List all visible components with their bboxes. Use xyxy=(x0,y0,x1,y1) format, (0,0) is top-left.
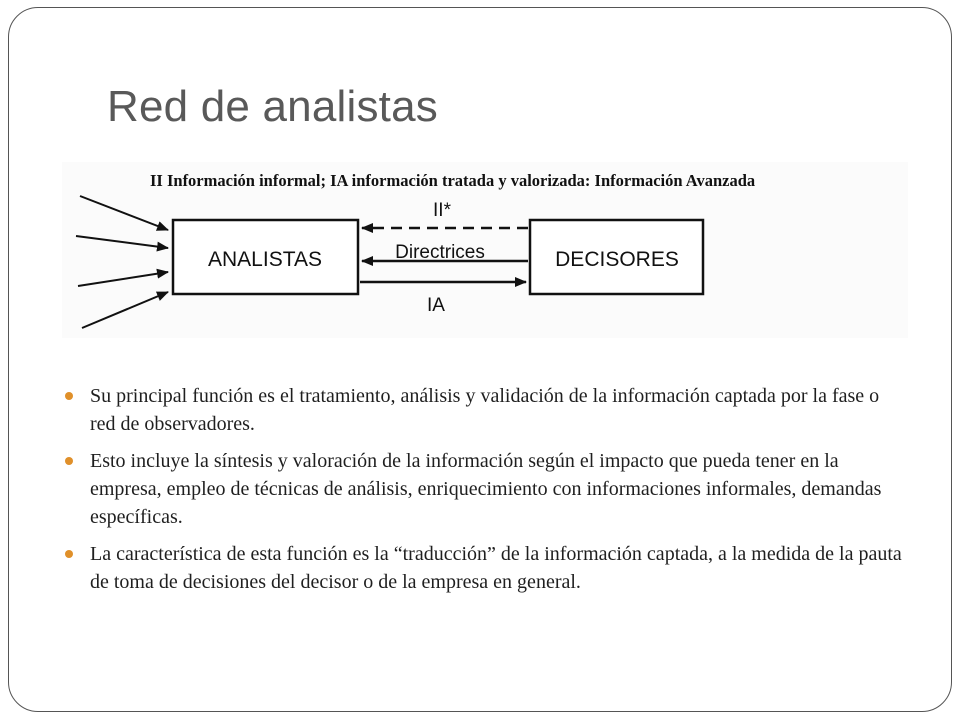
directrices-label: Directrices xyxy=(395,242,485,263)
diagram-caption: II Información informal; IA información tratada y valorizada: Información Avanzada xyxy=(150,171,756,190)
decisores-label: DECISORES xyxy=(555,248,679,271)
diagram xyxy=(62,162,908,338)
analistas-label: ANALISTAS xyxy=(208,248,322,271)
bullet-item xyxy=(64,540,904,596)
bullet-text: Esto incluye la síntesis y valoración de la información según el impacto que pueda tener en la empresa, empleo de técnicas de análisis, enriquecimiento con informaciones informales, demandas específicas. xyxy=(90,450,882,528)
diagram-svg xyxy=(62,162,908,338)
bullet-item xyxy=(64,382,904,438)
bullet-dot xyxy=(65,550,73,558)
ii-label: II* xyxy=(433,200,451,221)
input-arrow-4 xyxy=(82,292,168,328)
input-arrow-1 xyxy=(80,196,168,230)
bullet-dot xyxy=(65,457,73,465)
bullet-list xyxy=(64,382,904,605)
bullet-text: La característica de esta función es la “traducción” de la información captada, a la medida de la pauta de toma de decisiones del decisor o de la empresa en general. xyxy=(90,543,902,593)
bullet-text: Su principal función es el tratamiento, análisis y validación de la información captada por la fase o red de observadores. xyxy=(90,385,880,435)
ia-label: IA xyxy=(427,295,445,316)
bullet-dot xyxy=(65,392,73,400)
bullet-item xyxy=(64,447,904,531)
slide-title: Red de analistas xyxy=(107,82,438,131)
input-arrow-2 xyxy=(76,236,168,248)
input-arrow-3 xyxy=(78,272,168,286)
